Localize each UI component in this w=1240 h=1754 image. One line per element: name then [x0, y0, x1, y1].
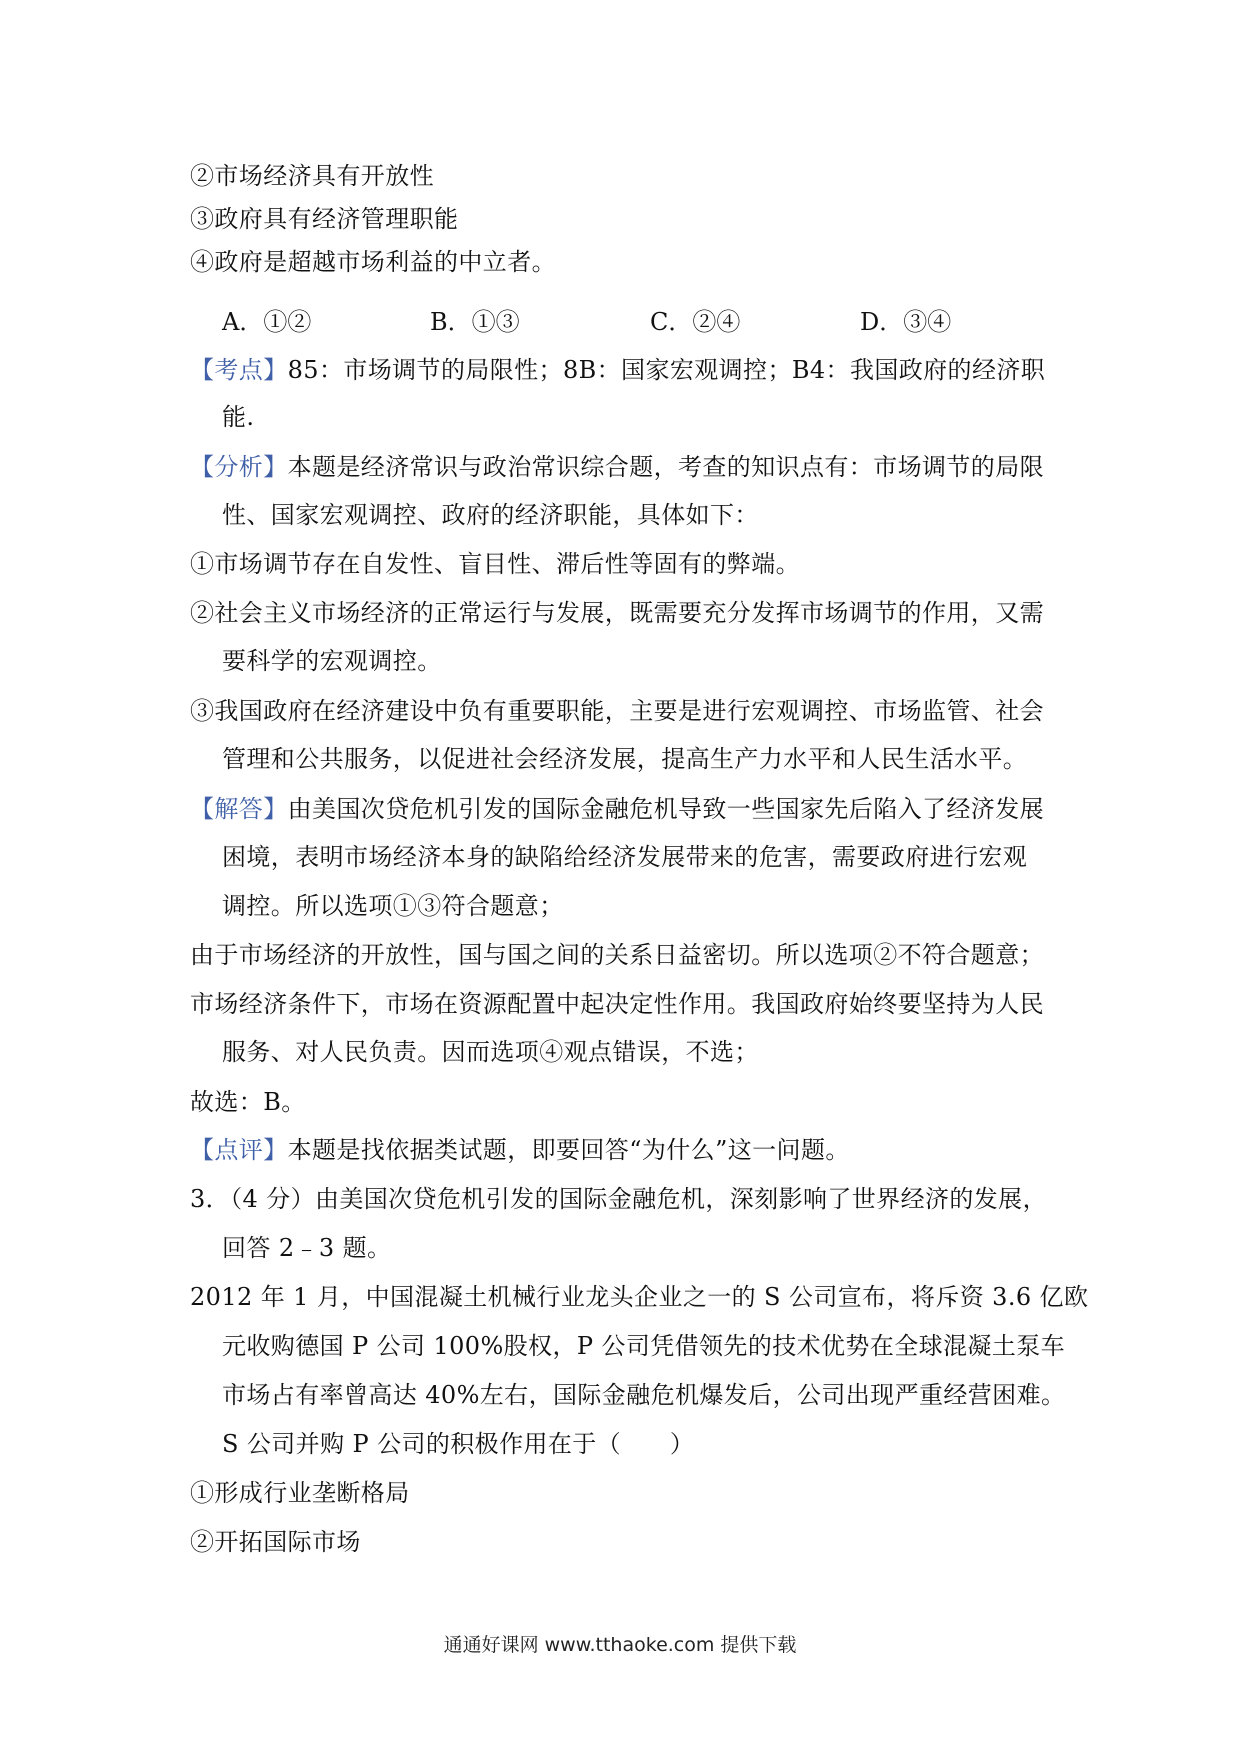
fenxi-point-1: ①市场调节存在自发性、盲目性、滞后性等固有的弊端。 [190, 550, 800, 578]
option-b: B．①③ [430, 308, 520, 336]
kaodian-line-1: 【考点】85：市场调节的局限性；8B：国家宏观调控；B4：我国政府的经济职 [190, 356, 1046, 384]
jieda-para-3a: 市场经济条件下，市场在资源配置中起决定性作用。我国政府始终要坚持为人民 [190, 990, 1044, 1018]
fenxi-point-2a: ②社会主义市场经济的正常运行与发展，既需要充分发挥市场调节的作用，又需 [190, 599, 1044, 627]
q3-statement-2: ②开拓国际市场 [190, 1528, 361, 1556]
option-a: A．①② [222, 308, 312, 336]
kaodian-tag: 【考点】 [190, 356, 288, 384]
q3-statement-1: ①形成行业垄断格局 [190, 1479, 410, 1507]
kaodian-line-2: 能. [222, 403, 255, 431]
fenxi-point-3a: ③我国政府在经济建设中负有重要职能，主要是进行宏观调控、市场监管、社会 [190, 697, 1044, 725]
jieda-para-3b: 服务、对人民负责。因而选项④观点错误，不选； [222, 1038, 759, 1066]
jieda-line-1: 【解答】由美国次贷危机引发的国际金融危机导致一些国家先后陷入了经济发展 [190, 795, 1045, 823]
question-3-line-1: 3．（4 分）由美国次贷危机引发的国际金融危机，深刻影响了世界经济的发展， [190, 1185, 1047, 1213]
fenxi-point-3b: 管理和公共服务，以促进社会经济发展，提高生产力水平和人民生活水平。 [222, 745, 1028, 773]
fenxi-tag: 【分析】 [190, 453, 288, 481]
option-d: D．③④ [860, 308, 952, 336]
question-3-para-1: 2012 年 1 月，中国混凝土机械行业龙头企业之一的 S 公司宣布，将斥资 3.6 亿欧 [190, 1283, 1089, 1311]
statement-4: ④政府是超越市场利益的中立者。 [190, 248, 556, 276]
answer-line: 故选：B。 [190, 1088, 306, 1116]
statement-2: ②市场经济具有开放性 [190, 162, 434, 190]
jieda-line-2: 困境，表明市场经济本身的缺陷给经济发展带来的危害，需要政府进行宏观 [222, 843, 1028, 871]
option-c: C．②④ [650, 308, 741, 336]
question-3-para-2: 元收购德国 P 公司 100%股权，P 公司凭借领先的技术优势在全球混凝土泵车 [222, 1332, 1066, 1360]
footer-download-note: 通通好课网 www.tthaoke.com 提供下载 [443, 1634, 797, 1656]
jieda-line-3: 调控。所以选项①③符合题意； [222, 892, 564, 920]
fenxi-line-2: 性、国家宏观调控、政府的经济职能，具体如下： [222, 501, 759, 529]
jieda-para-2: 由于市场经济的开放性，国与国之间的关系日益密切。所以选项②不符合题意； [190, 941, 1044, 969]
fenxi-point-2b: 要科学的宏观调控。 [222, 647, 442, 675]
question-3-line-2: 回答 2﹣3 题。 [222, 1234, 392, 1262]
dianping-tag: 【点评】 [190, 1136, 288, 1164]
statement-3: ③政府具有经济管理职能 [190, 205, 459, 233]
question-3-para-3: 市场占有率曾高达 40%左右，国际金融危机爆发后，公司出现严重经营困难。 [222, 1381, 1066, 1409]
fenxi-line-1: 【分析】本题是经济常识与政治常识综合题，考查的知识点有：市场调节的局限 [190, 453, 1045, 481]
jieda-tag: 【解答】 [190, 795, 288, 823]
question-3-para-4: S 公司并购 P 公司的积极作用在于（ ） [222, 1430, 695, 1458]
dianping-line: 【点评】本题是找依据类试题，即要回答“为什么”这一问题。 [190, 1136, 850, 1164]
